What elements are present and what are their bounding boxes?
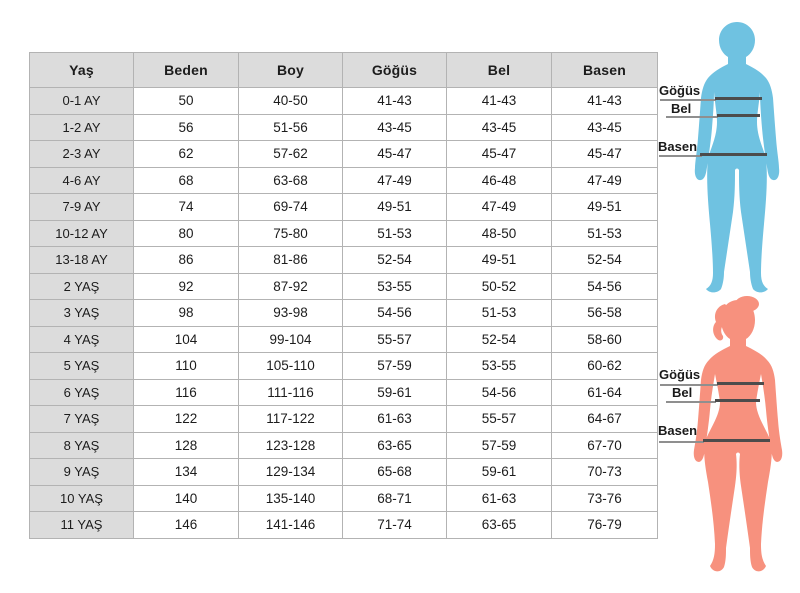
table-cell: 58-60 [552,326,658,353]
table-cell: 134 [134,459,239,486]
table-cell: 69-74 [239,194,343,221]
table-row [30,88,658,115]
table-cell: 52-54 [552,247,658,274]
table-cell: 49-51 [343,194,447,221]
table-cell: 51-53 [552,220,658,247]
table-cell: 75-80 [239,220,343,247]
table-cell: 110 [134,353,239,380]
table-cell: 45-47 [447,141,552,168]
table-cell: 55-57 [447,406,552,433]
child-hip-leader-line [659,155,702,157]
table-cell: 63-65 [447,512,552,539]
row-header: 11 YAŞ [30,512,134,539]
table-cell: 47-49 [343,167,447,194]
row-header: 10-12 AY [30,220,134,247]
column-header: Göğüs [343,53,447,88]
table-cell: 135-140 [239,485,343,512]
table-row [30,485,658,512]
table-cell: 54-56 [343,300,447,327]
table-cell: 70-73 [552,459,658,486]
woman-hip-measure-line [703,439,770,442]
size-table-header [30,53,658,88]
woman-hip-label: Basen [658,423,698,438]
table-cell: 146 [134,512,239,539]
table-cell: 63-68 [239,167,343,194]
table-cell: 71-74 [343,512,447,539]
table-cell: 54-56 [447,379,552,406]
row-header: 1-2 AY [30,114,134,141]
table-cell: 116 [134,379,239,406]
table-cell: 43-45 [447,114,552,141]
table-cell: 60-62 [552,353,658,380]
header-row [30,53,658,88]
table-cell: 52-54 [447,326,552,353]
table-cell: 50-52 [447,273,552,300]
row-header: 3 YAŞ [30,300,134,327]
table-cell: 54-56 [552,273,658,300]
table-cell: 43-45 [343,114,447,141]
table-cell: 80 [134,220,239,247]
child-silhouette-icon [691,20,787,294]
table-row [30,114,658,141]
table-cell: 45-47 [552,141,658,168]
column-header: Basen [552,53,658,88]
size-table [29,52,658,539]
table-cell: 63-65 [343,432,447,459]
table-cell: 41-43 [552,88,658,115]
table-cell: 98 [134,300,239,327]
table-cell: 59-61 [447,459,552,486]
table-cell: 122 [134,406,239,433]
table-cell: 46-48 [447,167,552,194]
table-row [30,512,658,539]
column-header: Bel [447,53,552,88]
table-cell: 141-146 [239,512,343,539]
table-cell: 57-59 [447,432,552,459]
table-cell: 61-63 [447,485,552,512]
table-cell: 61-64 [552,379,658,406]
row-header: 4-6 AY [30,167,134,194]
row-header: 2 YAŞ [30,273,134,300]
table-cell: 47-49 [447,194,552,221]
table-row [30,247,658,274]
child-waist-measure-line [717,114,760,117]
row-header: 4 YAŞ [30,326,134,353]
table-cell: 129-134 [239,459,343,486]
table-row [30,459,658,486]
table-cell: 52-54 [343,247,447,274]
row-header: 6 YAŞ [30,379,134,406]
table-cell: 55-57 [343,326,447,353]
row-header: 2-3 AY [30,141,134,168]
table-cell: 51-53 [343,220,447,247]
child-waist-leader-line [666,116,718,118]
table-cell: 123-128 [239,432,343,459]
table-cell: 68-71 [343,485,447,512]
table-row [30,379,658,406]
table-cell: 49-51 [552,194,658,221]
table-cell: 57-59 [343,353,447,380]
row-header: 13-18 AY [30,247,134,274]
table-cell: 40-50 [239,88,343,115]
table-cell: 62 [134,141,239,168]
row-header: 7-9 AY [30,194,134,221]
woman-waist-leader-line [666,401,716,403]
size-table-body [30,88,658,539]
row-header: 9 YAŞ [30,459,134,486]
table-row [30,167,658,194]
column-header: Beden [134,53,239,88]
table-cell: 140 [134,485,239,512]
table-row [30,432,658,459]
table-cell: 64-67 [552,406,658,433]
table-cell: 74 [134,194,239,221]
row-header: 0-1 AY [30,88,134,115]
table-cell: 47-49 [552,167,658,194]
table-cell: 117-122 [239,406,343,433]
woman-waist-measure-line [715,399,760,402]
column-header: Yaş [30,53,134,88]
table-row [30,353,658,380]
table-cell: 53-55 [343,273,447,300]
table-cell: 48-50 [447,220,552,247]
table-cell: 57-62 [239,141,343,168]
table-cell: 104 [134,326,239,353]
table-cell: 51-56 [239,114,343,141]
table-cell: 43-45 [552,114,658,141]
table-cell: 59-61 [343,379,447,406]
table-cell: 61-63 [343,406,447,433]
table-cell: 51-53 [447,300,552,327]
table-cell: 128 [134,432,239,459]
table-cell: 111-116 [239,379,343,406]
child-waist-label: Bel [671,101,692,116]
table-cell: 49-51 [447,247,552,274]
table-row [30,194,658,221]
table-cell: 105-110 [239,353,343,380]
table-cell: 41-43 [447,88,552,115]
child-chest-measure-line [715,97,762,100]
woman-chest-label: Göğüs [659,367,701,382]
child-hip-label: Basen [658,139,698,154]
child-chest-label: Göğüs [659,83,701,98]
woman-hip-leader-line [659,441,704,443]
table-cell: 87-92 [239,273,343,300]
table-cell: 67-70 [552,432,658,459]
woman-chest-measure-line [717,382,764,385]
table-cell: 68 [134,167,239,194]
row-header: 8 YAŞ [30,432,134,459]
woman-waist-label: Bel [672,385,693,400]
table-row [30,406,658,433]
child-hip-measure-line [700,153,767,156]
table-cell: 56-58 [552,300,658,327]
row-header: 10 YAŞ [30,485,134,512]
table-cell: 56 [134,114,239,141]
table-cell: 73-76 [552,485,658,512]
table-cell: 81-86 [239,247,343,274]
table-row [30,220,658,247]
row-header: 5 YAŞ [30,353,134,380]
table-cell: 53-55 [447,353,552,380]
table-cell: 50 [134,88,239,115]
table-cell: 86 [134,247,239,274]
table-cell: 92 [134,273,239,300]
table-cell: 41-43 [343,88,447,115]
table-cell: 65-68 [343,459,447,486]
table-cell: 99-104 [239,326,343,353]
table-row [30,141,658,168]
table-cell: 93-98 [239,300,343,327]
table-cell: 76-79 [552,512,658,539]
table-cell: 45-47 [343,141,447,168]
row-header: 7 YAŞ [30,406,134,433]
table-row [30,273,658,300]
column-header: Boy [239,53,343,88]
table-row [30,326,658,353]
table-row [30,300,658,327]
